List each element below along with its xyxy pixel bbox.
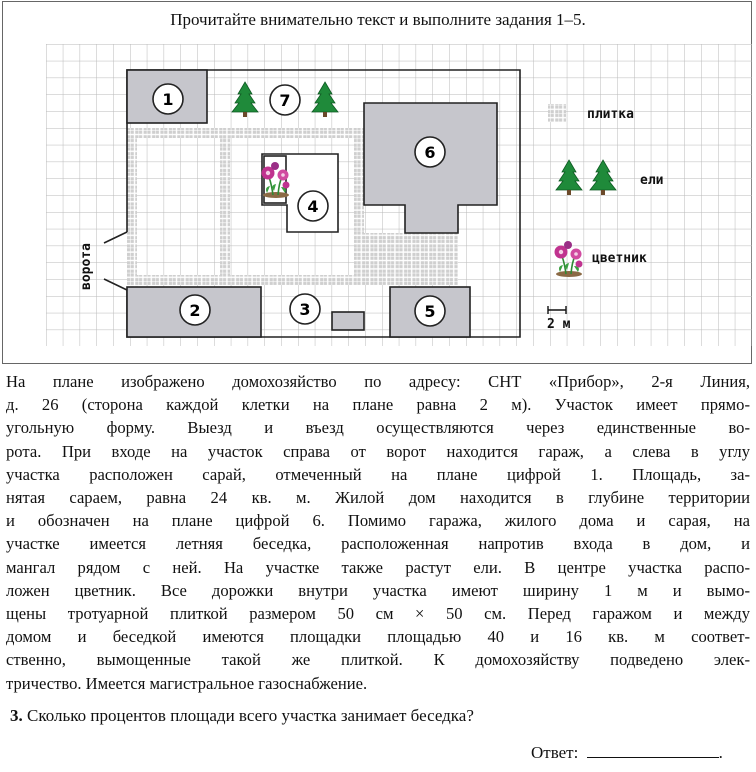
text-line: нятая сараем, равна 24 кв. м. Жилой дом находится в глубине территории xyxy=(6,488,750,508)
svg-text:5: 5 xyxy=(424,302,436,321)
answer-label: Ответ: xyxy=(531,743,579,762)
svg-text:2: 2 xyxy=(189,301,201,320)
text-line: участка расположен сарай, отмеченный на плане цифрой 1. Площадь, за- xyxy=(6,464,750,484)
legend-tiles-label: плитка xyxy=(587,107,634,122)
marker-4 xyxy=(298,191,328,221)
marker-3 xyxy=(290,294,320,324)
text-line: участке имеется летняя беседка, расположенная напротив входа в дом, и xyxy=(6,534,750,554)
text-line: щены тротуарной плиткой размером 50 см × 50 см. Перед гаражом и между xyxy=(6,604,750,624)
answer-dot: . xyxy=(718,743,723,762)
tile-legend-icon xyxy=(548,104,566,122)
task-title: Прочитайте внимательно текст и выполните задания 1–5. xyxy=(170,10,586,29)
scale-label: 2 м xyxy=(547,317,571,332)
question-text: Сколько процентов площади всего участка занимает беседка? xyxy=(27,706,474,725)
gate-label: ворота xyxy=(79,243,94,290)
question xyxy=(10,706,474,726)
text-line: угольную форму. Выезд и въезд осуществляются через единственные во- xyxy=(6,418,750,438)
text-line: домом и беседкой имеются площадки площадью 40 и 16 кв. м соответ- xyxy=(6,627,750,647)
text-line: рота. При входе на участок справа от ворот находится гараж, а слева в углу xyxy=(6,441,750,461)
svg-text:7: 7 xyxy=(279,91,291,110)
grill xyxy=(332,312,364,330)
answer-row xyxy=(531,743,723,763)
text-line: ственно, вымощенные такой же плиткой. К домохозяйству подведено элек- xyxy=(6,650,750,670)
text-line: тричество. Имеется магистральное газоснабжение. xyxy=(6,673,368,693)
text-line: мангал рядом с ней. На участке также растут ели. В центре участка распо- xyxy=(6,557,750,577)
text-line: ложен цветник. Все дорожки внутри участка имеют ширину 1 м и вымо- xyxy=(6,580,750,600)
text-line: д. 26 (сторона каждой клетки на плане равна 2 м). Участок имеет прямо- xyxy=(6,395,750,415)
marker-2 xyxy=(180,295,210,325)
marker-7 xyxy=(270,85,300,115)
svg-text:6: 6 xyxy=(424,143,436,162)
marker-5 xyxy=(415,296,445,326)
text-line: На плане изображено домохозяйство по адресу: СНТ «Прибор», 2-я Линия, xyxy=(6,372,750,391)
question-number: 3. xyxy=(10,706,23,725)
svg-text:3: 3 xyxy=(299,300,311,319)
marker-1 xyxy=(153,84,183,114)
site-plan xyxy=(0,0,756,365)
legend-trees-label: ели xyxy=(640,173,664,188)
marker-6 xyxy=(415,137,445,167)
description-text xyxy=(6,370,750,695)
svg-text:4: 4 xyxy=(307,197,319,216)
text-line: и обозначен на плане цифрой 6. Помимо гаража, жилого дома и сарая, на xyxy=(6,511,750,531)
legend-flowerbed-label: цветник xyxy=(592,251,647,266)
answer-field[interactable] xyxy=(587,743,719,758)
marker-1-label: 1 xyxy=(162,90,174,109)
